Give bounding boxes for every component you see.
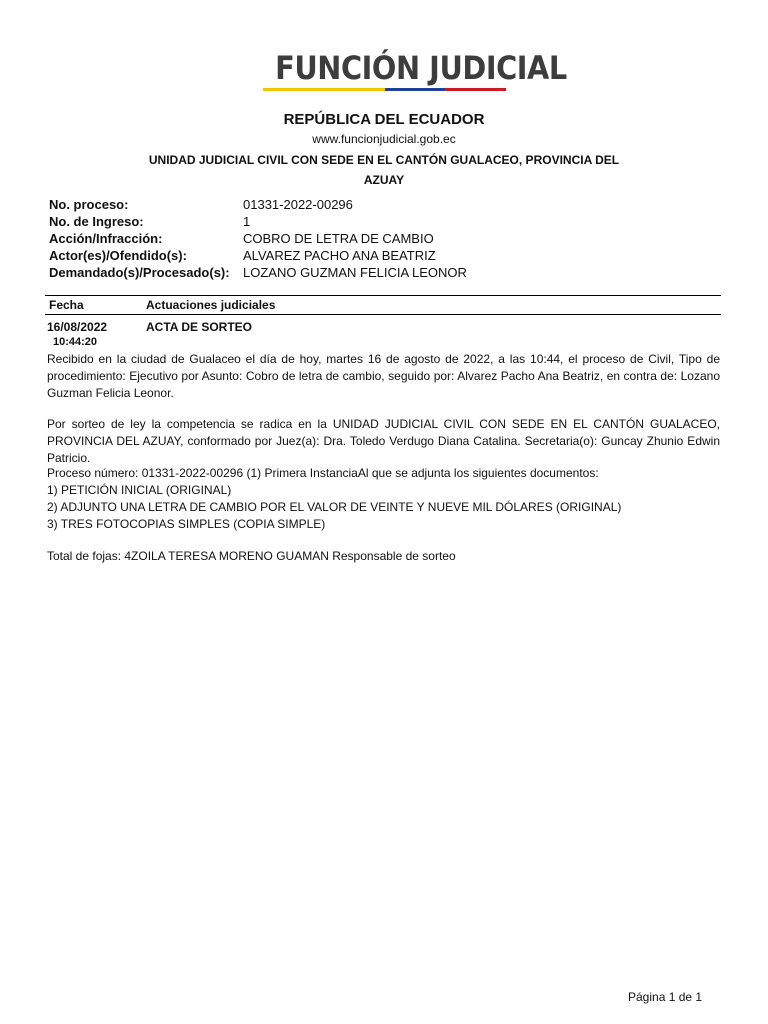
document-item: 3) TRES FOTOCOPIAS SIMPLES (COPIA SIMPLE) xyxy=(47,517,326,531)
documents-intro: Proceso número: 01331-2022-00296 (1) Primera InstanciaAl que se adjunta los siguientes documentos: xyxy=(47,466,599,480)
case-row-accion xyxy=(49,230,467,247)
case-row-actor xyxy=(49,247,467,264)
document-item: 1) PETICIÓN INICIAL (ORIGINAL) xyxy=(47,483,232,497)
entry-paragraph-documents xyxy=(47,465,720,533)
page-number: Página 1 de 1 xyxy=(628,990,703,1004)
case-label: No. proceso: xyxy=(49,197,129,212)
case-value: ALVAREZ PACHO ANA BEATRIZ xyxy=(243,248,436,263)
court-unit-line2: AZUAY xyxy=(363,173,405,187)
funcion-judicial-logo xyxy=(263,49,567,91)
entry-paragraph-reception: Recibido en la ciudad de Gualaceo el día de hoy, martes 16 de agosto de 2022, a las 10:44, el proceso de Civil, Tipo de procedimiento: Ejecutivo por Asunto: Cobro de letra de cambio, seguido por: Alvarez Pacho Ana Beatriz, en contra de: Lozano Guzman Felicia Leonor. xyxy=(47,352,720,400)
case-row-ingreso xyxy=(49,213,467,230)
entry-paragraph-competence: Por sorteo de ley la competencia se radica en la UNIDAD JUDICIAL CIVIL CON SEDE EN EL CANTÓN GUALACEO, PROVINCIA DEL AZUAY, conformado por Juez(a): Dra. Toledo Verdugo Diana Catalina. Secretaria(o): Guncay Zhunio Edwin Patricio. xyxy=(47,417,720,465)
logo-text: FUNCIÓN JUDICIAL xyxy=(275,49,567,87)
court-unit-title xyxy=(0,150,768,190)
column-actions: Actuaciones judiciales xyxy=(146,298,276,312)
case-value: LOZANO GUZMAN FELICIA LEONOR xyxy=(243,265,467,280)
entry-paragraph-total: Total de fojas: 4ZOILA TERESA MORENO GUAMAN Responsable de sorteo xyxy=(47,549,456,563)
flag-stripe xyxy=(263,88,506,91)
entry-time: 10:44:20 xyxy=(53,336,98,348)
case-value: COBRO DE LETRA DE CAMBIO xyxy=(243,231,434,246)
column-date: Fecha xyxy=(49,298,84,312)
case-label: Acción/Infracción: xyxy=(49,231,163,246)
entry-date: 16/08/2022 xyxy=(47,320,108,334)
case-label: No. de Ingreso: xyxy=(49,214,144,229)
document-item: 2) ADJUNTO UNA LETRA DE CAMBIO POR EL VALOR DE VEINTE Y NUEVE MIL DÓLARES (ORIGINAL) xyxy=(47,500,622,514)
case-info xyxy=(49,196,467,281)
case-value: 01331-2022-00296 xyxy=(243,197,353,212)
case-label: Actor(es)/Ofendido(s): xyxy=(49,248,187,263)
entry-title: ACTA DE SORTEO xyxy=(146,320,253,334)
actions-table-header xyxy=(45,295,721,315)
website-link[interactable]: www.funcionjudicial.gob.ec xyxy=(312,132,456,146)
court-unit-line1: UNIDAD JUDICIAL CIVIL CON SEDE EN EL CANTÓN GUALACEO, PROVINCIA DEL xyxy=(148,153,620,167)
republic-title: REPÚBLICA DEL ECUADOR xyxy=(283,111,485,128)
case-row-demandado xyxy=(49,264,467,281)
case-value: 1 xyxy=(243,214,251,229)
case-row-process xyxy=(49,196,467,213)
case-label: Demandado(s)/Procesado(s): xyxy=(49,265,230,280)
